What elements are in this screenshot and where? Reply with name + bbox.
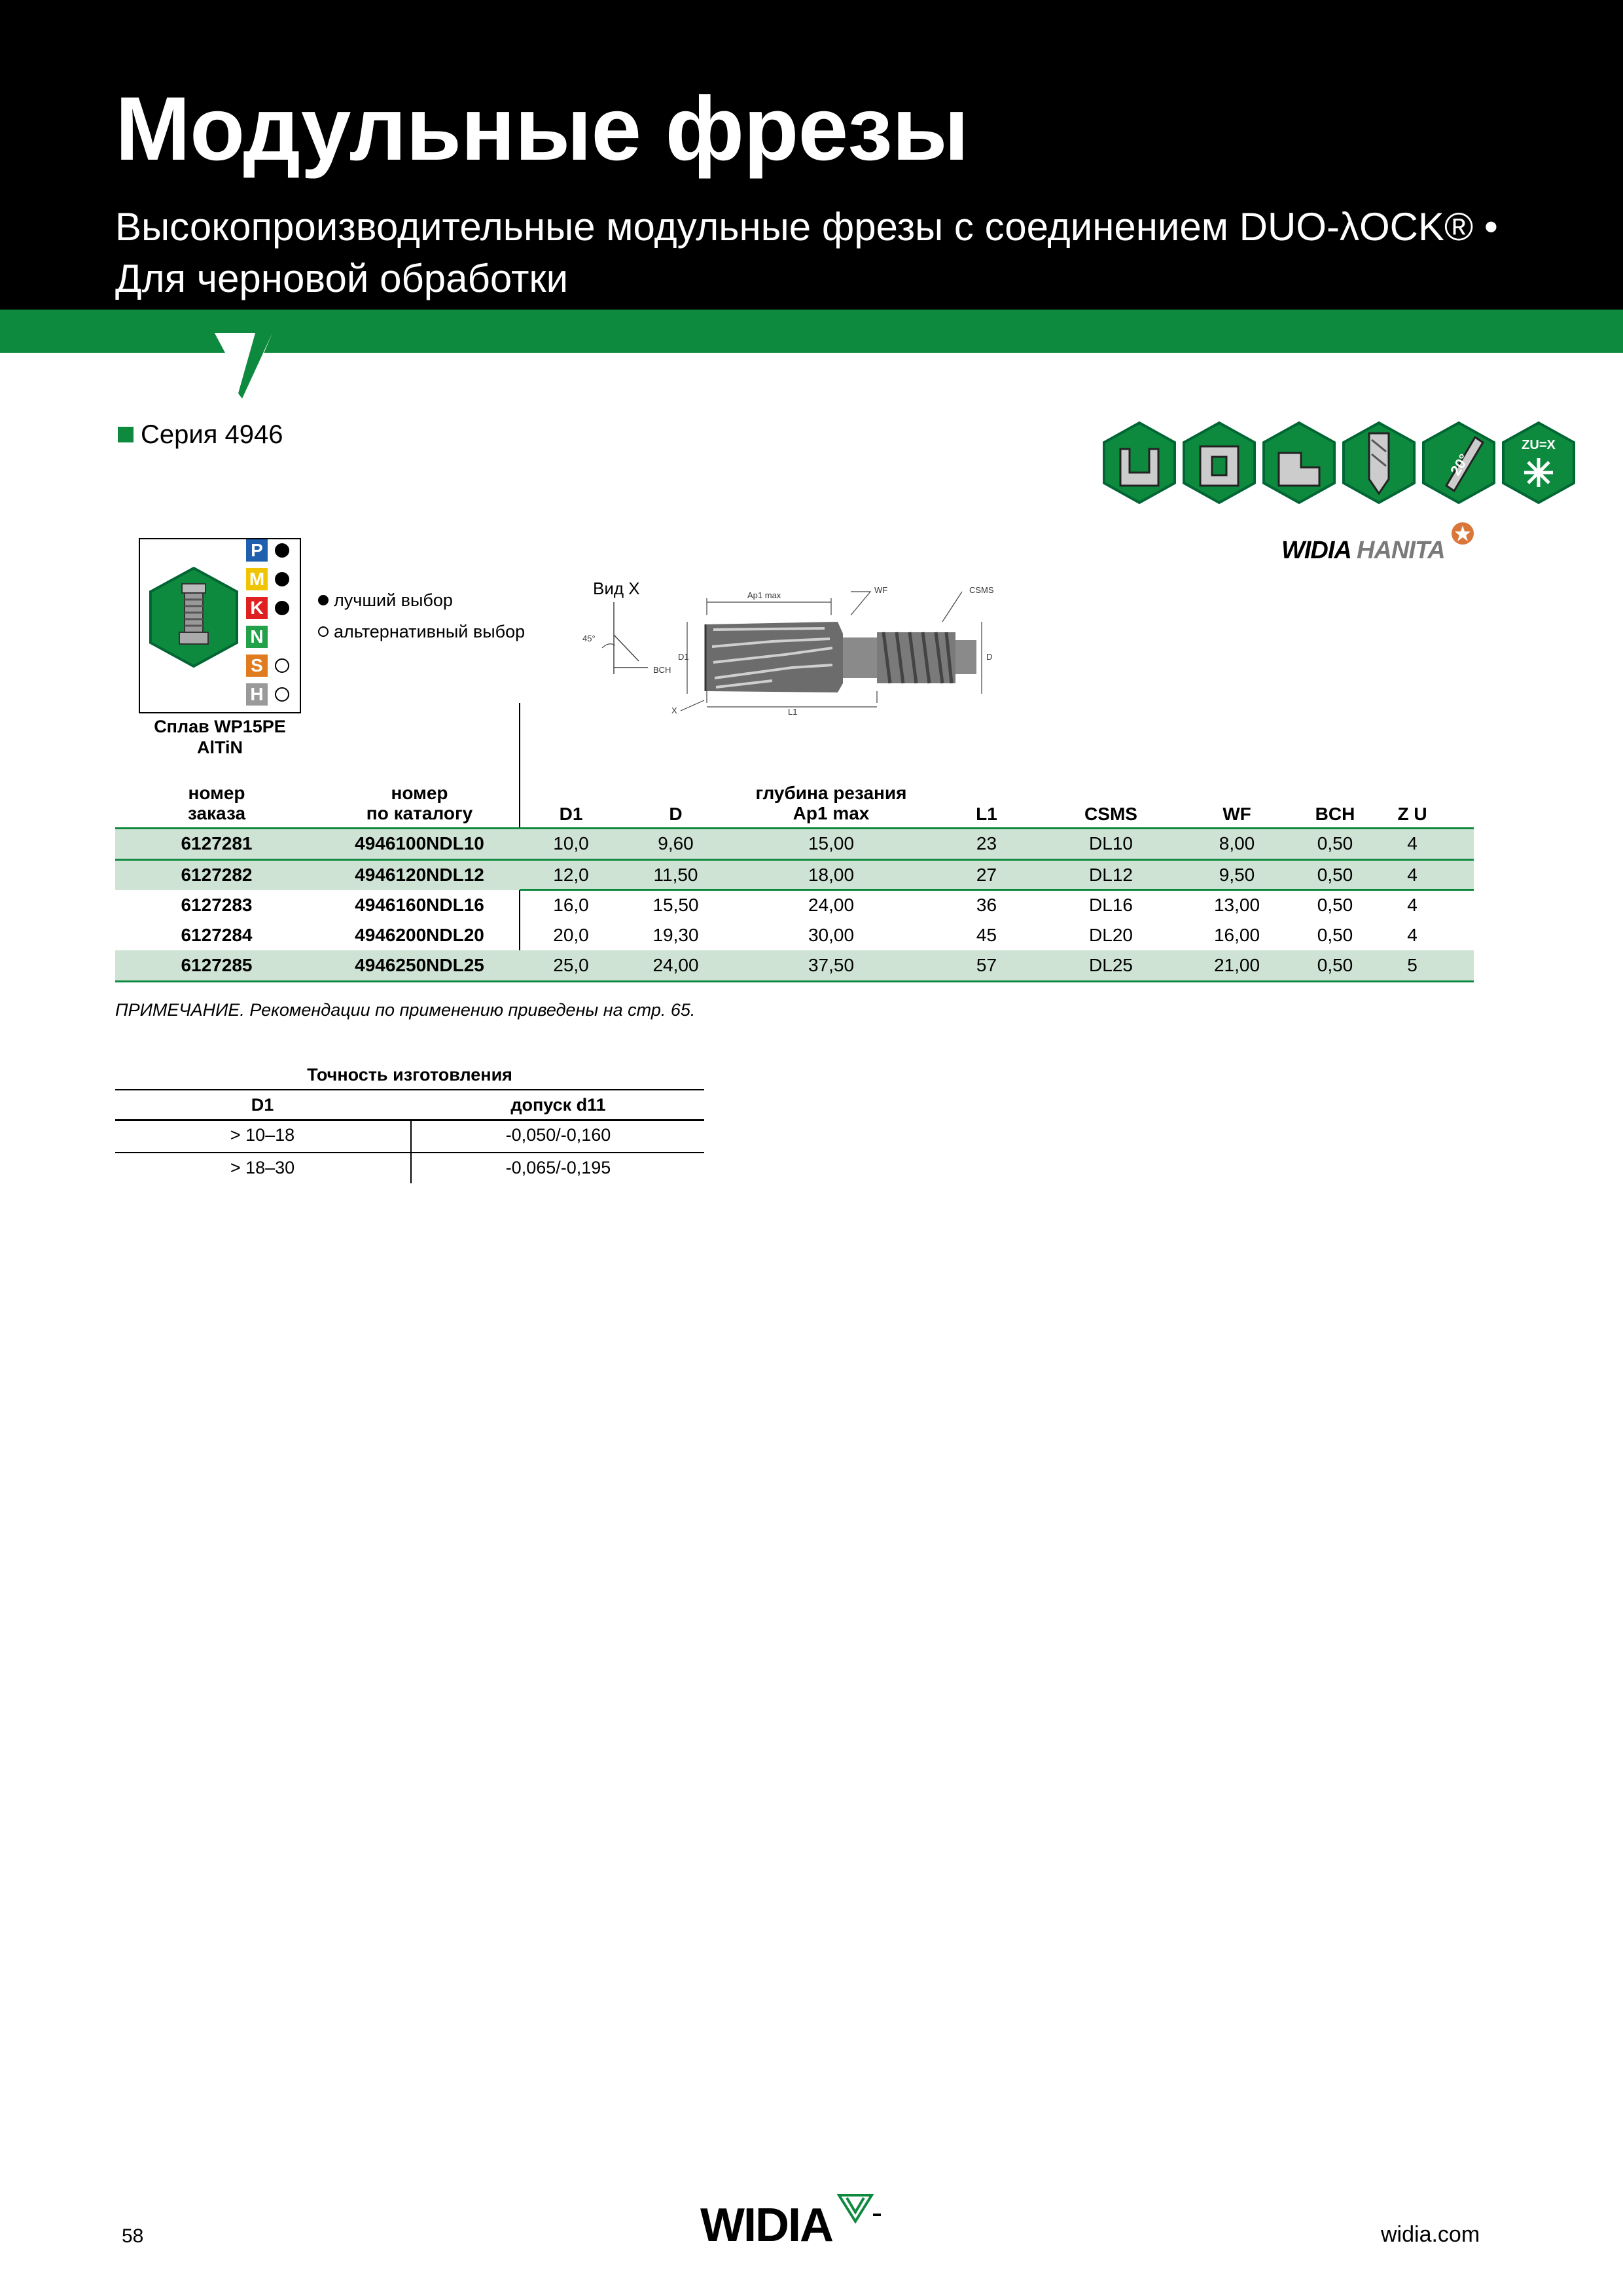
series-bullet — [118, 427, 134, 442]
application-note: ПРИМЕЧАНИЕ. Рекомендации по применению приведены на стр. 65. — [115, 1000, 696, 1020]
col-header-d1: D1 — [559, 804, 583, 824]
table-cell-wf: 13,00 — [1213, 895, 1260, 915]
table-cell-d1: 12,0 — [553, 865, 589, 885]
table-cell-d: 9,60 — [658, 833, 694, 853]
tolerance-title: Точность изготовления — [307, 1065, 512, 1085]
col-header-line: номер — [391, 783, 448, 803]
widia-footer-logo — [700, 2183, 897, 2252]
helix-angle-label: 20° — [1447, 451, 1472, 478]
table-cell-zu: 5 — [1407, 955, 1418, 975]
table-cell-csms: DL20 — [1089, 925, 1133, 945]
series-label: Серия 4946 — [141, 420, 283, 449]
table-cell-d1: 16,0 — [553, 895, 589, 915]
footer-logo-text: WIDIA — [700, 2199, 832, 2249]
widia-hanita-logo — [1281, 537, 1445, 565]
x-label: X — [671, 706, 677, 715]
zu-x-label: ZU=X — [1522, 438, 1556, 452]
logo-widia-word: WIDIA — [1281, 537, 1351, 564]
d1-label: D1 — [678, 652, 689, 662]
table-cell-ap1-max: 15,00 — [808, 833, 855, 853]
col-header-l1: L1 — [976, 804, 997, 824]
col-header-order — [115, 783, 318, 823]
table-cell-catalog-number: 4946160NDL16 — [355, 895, 484, 915]
table-cell-d: 11,50 — [653, 865, 698, 885]
table-cell-bch: 0,50 — [1317, 925, 1353, 945]
best-choice-dot-icon — [275, 601, 289, 615]
col-header-line: номер — [188, 783, 245, 803]
tolerance-col-d11: допуск d11 — [510, 1095, 606, 1115]
table-cell-l1: 23 — [976, 833, 997, 853]
table-cell-wf: 8,00 — [1219, 833, 1255, 853]
table-cell-bch: 0,50 — [1317, 955, 1353, 975]
material-letter: M — [246, 568, 268, 590]
table-cell-wf: 16,00 — [1213, 925, 1260, 945]
website-link[interactable]: widia.com — [1381, 2222, 1480, 2247]
slotting-icon — [1181, 420, 1258, 505]
table-cell-order-number: 6127281 — [181, 833, 253, 853]
page-title: Модульные фрезы — [115, 79, 969, 179]
material-letter: P — [246, 539, 268, 562]
table-cell-order-number: 6127283 — [181, 895, 253, 915]
table-cell-wf: 21,00 — [1213, 955, 1260, 975]
tool-drawing — [576, 576, 1021, 733]
table-cell-l1: 57 — [976, 955, 997, 975]
col-header-zu: Z U — [1397, 804, 1427, 824]
csms-label: CSMS — [969, 585, 994, 595]
alt-choice-dot-icon — [275, 658, 289, 673]
tolerance-range: > 18–30 — [230, 1158, 295, 1177]
material-letter: H — [246, 683, 268, 706]
material-row-n — [246, 626, 298, 648]
table-cell-ap1-max: 30,00 — [808, 925, 855, 945]
material-row-k — [246, 597, 298, 619]
table-cell-catalog-number: 4946250NDL25 — [355, 955, 484, 975]
table-cell-bch: 0,50 — [1317, 865, 1353, 885]
tolerance-value: -0,050/-0,160 — [505, 1125, 611, 1145]
table-cell-bch: 0,50 — [1317, 833, 1353, 853]
best-choice-dot-icon — [318, 595, 329, 605]
table-cell-d: 19,30 — [652, 925, 699, 945]
d-label: D — [986, 652, 993, 662]
table-cell-l1: 36 — [976, 895, 997, 915]
col-header-d: D — [669, 804, 683, 824]
best-choice-dot-icon — [275, 572, 289, 586]
col-header-catalog — [318, 783, 521, 823]
table-cell-zu: 4 — [1407, 925, 1418, 945]
col-header-line: Ap1 max — [793, 803, 870, 823]
page-subtitle-line1: Высокопроизводительные модульные фрезы с соединением DUO-λOCK® • — [115, 205, 1498, 249]
table-cell-bch: 0,50 — [1317, 895, 1353, 915]
shoulder-milling-icon — [1101, 420, 1178, 505]
tolerance-range: > 10–18 — [230, 1125, 295, 1145]
legend-alt-text: альтернативный выбор — [334, 622, 526, 641]
table-cell-csms: DL10 — [1089, 833, 1133, 853]
table-cell-catalog-number: 4946200NDL20 — [355, 925, 484, 945]
material-letter: K — [246, 597, 268, 619]
col-header-wf: WF — [1222, 804, 1251, 824]
col-header-csms: CSMS — [1084, 804, 1137, 824]
best-choice-dot-icon — [275, 543, 289, 558]
material-row-s — [246, 655, 298, 677]
table-cell-d: 15,50 — [652, 895, 699, 915]
table-cell-catalog-number: 4946100NDL10 — [355, 833, 484, 853]
table-cell-wf: 9,50 — [1219, 865, 1255, 885]
table-cell-l1: 45 — [976, 925, 997, 945]
alt-choice-dot-icon — [275, 687, 289, 702]
table-cell-d1: 20,0 — [553, 925, 589, 945]
table-cell-ap1-max: 18,00 — [808, 865, 855, 885]
table-cell-ap1-max: 24,00 — [808, 895, 855, 915]
tolerance-column-divider — [410, 1121, 412, 1183]
hanita-star-icon — [1450, 521, 1475, 546]
table-cell-zu: 4 — [1407, 833, 1418, 853]
col-header-line: по каталогу — [366, 803, 473, 823]
material-letter: N — [246, 626, 268, 648]
bch-label: BCH — [653, 665, 671, 675]
table-cell-order-number: 6127282 — [181, 865, 253, 885]
ap1-label: Ap1 max — [747, 590, 781, 600]
table-cell-d: 24,00 — [652, 955, 699, 975]
table-cell-csms: DL12 — [1089, 865, 1133, 885]
tolerance-col-d1: D1 — [251, 1095, 274, 1115]
alloy-label — [131, 716, 309, 758]
drilling-icon — [1340, 420, 1418, 505]
material-row-m — [246, 568, 298, 590]
legend-best-text: лучший выбор — [334, 590, 453, 610]
l1-label: L1 — [788, 707, 798, 717]
table-cell-catalog-number: 4946120NDL12 — [355, 865, 484, 885]
zu-x-icon — [1500, 420, 1577, 505]
tolerance-value: -0,065/-0,195 — [505, 1158, 611, 1177]
col-header-bch: BCH — [1315, 804, 1355, 824]
table-cell-order-number: 6127284 — [181, 925, 253, 945]
table-cell-l1: 27 — [976, 865, 997, 885]
tick-mark-icon — [209, 331, 281, 403]
legend-best — [318, 590, 453, 611]
angle-label: 45° — [582, 634, 596, 643]
table-cell-d1: 10,0 — [553, 833, 589, 853]
logo-hanita-word: HANITA — [1357, 537, 1445, 564]
alloy-coating: AlTiN — [196, 738, 243, 757]
table-cell-csms: DL25 — [1089, 955, 1133, 975]
legend-alt — [318, 622, 525, 642]
material-row-p — [246, 539, 298, 562]
col-header-line: глубина резания — [755, 783, 907, 803]
view-x-label: Вид X — [593, 579, 640, 598]
table-cell-ap1-max: 37,50 — [808, 955, 855, 975]
col-header-line: заказа — [187, 803, 246, 823]
material-row-h — [246, 683, 298, 706]
alloy-grade: Сплав WP15PE — [154, 717, 286, 736]
table-cell-csms: DL16 — [1089, 895, 1133, 915]
table-cell-zu: 4 — [1407, 865, 1418, 885]
material-letter: S — [246, 655, 268, 677]
page-number: 58 — [122, 2225, 144, 2247]
table-rule — [115, 980, 1474, 982]
col-header-ap — [733, 783, 929, 823]
helix-angle-20-icon — [1420, 420, 1497, 505]
table-cell-order-number: 6127285 — [181, 955, 253, 975]
page-subtitle-line2: Для черновой обработки — [115, 257, 569, 300]
table-cell-d1: 25,0 — [553, 955, 589, 975]
face-milling-icon — [1260, 420, 1338, 505]
insert-product-icon — [147, 564, 241, 670]
alt-choice-dot-icon — [318, 626, 329, 637]
table-cell-zu: 4 — [1407, 895, 1418, 915]
wf-label: WF — [874, 585, 888, 595]
